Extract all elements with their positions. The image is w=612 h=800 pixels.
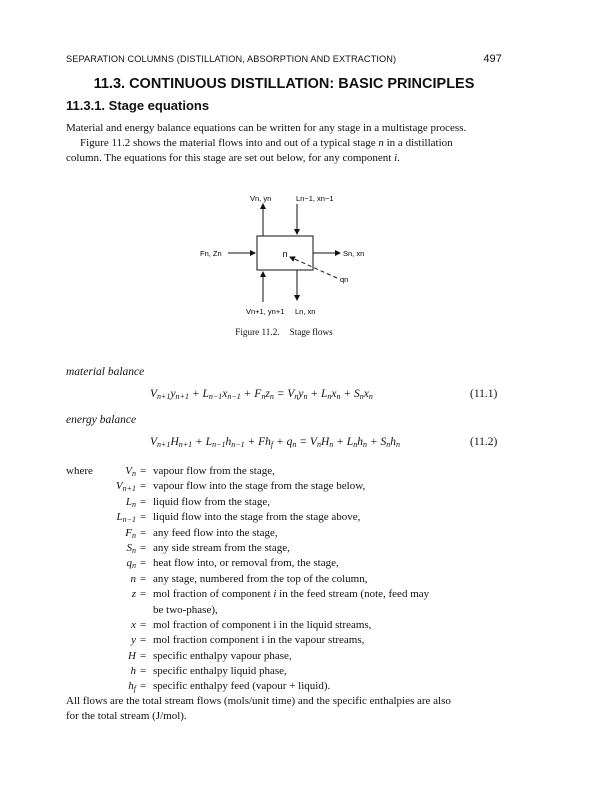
- z-def-var: i: [273, 588, 277, 601]
- intro-line-2: [66, 136, 502, 151]
- intro-paragraph: [66, 121, 502, 166]
- definition-text: liquid flow from the stage,: [153, 495, 271, 508]
- running-head-title: SEPARATION COLUMNS (DISTILLATION, ABSORPTION AND EXTRACTION): [66, 54, 397, 64]
- symbol-Ln-1: $L_{n-1}$: [116, 511, 136, 525]
- page-number: 497: [483, 53, 502, 65]
- caption-number: Figure 11.2.: [235, 327, 280, 337]
- definition-row: [66, 510, 502, 525]
- symbol-Fn: $F_n$: [125, 526, 136, 540]
- definition-text: specific enthalpy liquid phase,: [153, 665, 287, 678]
- subsection-title: 11.3.1. Stage equations: [66, 98, 210, 113]
- definition-row: [66, 633, 502, 648]
- symbol-h: h: [130, 665, 136, 678]
- definition-row: [66, 618, 502, 633]
- energy-balance-label: energy balance: [66, 414, 137, 426]
- symbol-z: z: [131, 588, 136, 601]
- symbol-y: y: [131, 634, 136, 647]
- symbol-x: x: [131, 618, 136, 631]
- symbol-Vn: $V_n$: [125, 465, 136, 478]
- intro-line-1: Material and energy balance equations can be written for any stage in a multistage process.: [66, 122, 467, 134]
- definition-text: mol fraction of component i in the liquid streams,: [153, 618, 372, 631]
- equals-sign: =: [140, 541, 147, 554]
- symbol-H: H: [128, 649, 136, 662]
- definition-text: specific enthalpy vapour phase,: [153, 649, 292, 662]
- where-word: where: [66, 465, 93, 477]
- definition-row: [66, 495, 502, 510]
- stage-label: n: [282, 249, 288, 259]
- equation-11-2: $V_{n+1}H_{n+1} + L_{n-1}h_{n-1} + Fh_f + q_n = V_nH_n + L_nh_n + S_nh_n$: [150, 436, 400, 449]
- definition-row: [66, 649, 502, 664]
- equation-11-1: $V_{n+1}y_{n+1} + L_{n-1}x_{n-1} + F_nz_n = V_ny_n + L_nx_n + S_nx_n$: [150, 388, 373, 401]
- definition-text: any stage, numbered from the top of the column,: [153, 572, 368, 585]
- intro-line-3-text: column. The equations for this stage are set out below, for any component: [66, 152, 395, 164]
- definition-text: vapour flow into the stage from the stage below,: [153, 480, 366, 493]
- closing-paragraph: [66, 694, 502, 724]
- equals-sign: =: [140, 572, 147, 585]
- definition-text: [153, 587, 429, 602]
- symbol-hf: $h_f$: [128, 680, 136, 694]
- definition-text: any side stream from the stage,: [153, 541, 290, 554]
- definition-row: [66, 679, 502, 694]
- running-head: [66, 54, 502, 64]
- definition-text: mol fraction component i in the vapour streams,: [153, 634, 365, 647]
- label-feed: Fn, Zn: [200, 249, 222, 258]
- z-def-tail: in the feed stream (note, feed may: [276, 588, 430, 601]
- symbol-Sn: $S_n$: [126, 541, 136, 555]
- intro-line-2-tail: in a distillation: [383, 137, 453, 149]
- symbol-Ln: $L_n$: [125, 495, 136, 509]
- label-vapour-in: Vn+1, yn+1: [246, 307, 285, 316]
- definition-text: heat flow into, or removal from, the stage,: [153, 557, 339, 570]
- definitions-list: [66, 464, 502, 695]
- intro-var-n: n: [378, 137, 384, 149]
- equals-sign: =: [140, 665, 147, 678]
- equals-sign: =: [140, 618, 147, 631]
- material-balance-label: material balance: [66, 366, 145, 378]
- definition-row: [66, 556, 502, 571]
- definition-text: any feed flow into the stage,: [153, 526, 278, 539]
- label-liquid-in: Ln−1, xn−1: [296, 194, 334, 203]
- equals-sign: =: [140, 557, 147, 570]
- label-liquid-out: Ln, xn: [295, 307, 316, 316]
- equals-sign: =: [140, 649, 147, 662]
- equals-sign: =: [140, 465, 147, 477]
- equals-sign: =: [140, 634, 147, 647]
- definition-row: [66, 464, 502, 479]
- z-def-text: mol fraction of component: [153, 588, 274, 601]
- label-side-stream: Sn, xn: [343, 249, 365, 258]
- definition-row: [66, 603, 502, 618]
- symbol-qn: $q_n$: [126, 557, 136, 571]
- closing-line-1: All flows are the total stream flows (mols/unit time) and the specific enthalpies are also: [66, 695, 451, 707]
- definition-text: specific enthalpy feed (vapour + liquid).: [153, 680, 331, 693]
- closing-line-2: for the total stream (J/mol).: [66, 710, 187, 722]
- equals-sign: =: [140, 480, 147, 493]
- caption-text: Stage flows: [289, 327, 333, 337]
- equals-sign: =: [140, 495, 147, 508]
- definition-text: vapour flow from the stage,: [153, 465, 275, 477]
- equation-number-11-2: (11.2): [470, 436, 498, 448]
- definition-row: [66, 587, 502, 602]
- intro-line-3: [66, 151, 502, 166]
- definition-row: [66, 664, 502, 679]
- equation-number-11-1: (11.1): [470, 388, 498, 400]
- symbol-Vn1: $V_{n+1}$: [115, 480, 136, 494]
- equals-sign: =: [140, 526, 147, 539]
- symbol-n: n: [130, 572, 136, 585]
- definition-row: [66, 541, 502, 556]
- intro-var-i: i: [394, 152, 398, 164]
- definition-text: liquid flow into the stage from the stage above,: [153, 511, 361, 524]
- equals-sign: =: [140, 511, 147, 524]
- equals-sign: =: [140, 588, 147, 601]
- stage-flow-diagram: [190, 190, 420, 320]
- definition-row: [66, 526, 502, 541]
- equals-sign: =: [140, 680, 147, 693]
- figure-caption: [66, 327, 502, 337]
- section-title: 11.3. CONTINUOUS DISTILLATION: BASIC PRINCIPLES: [93, 76, 475, 92]
- intro-line-2-text: Figure 11.2 shows the material flows into and out of a typical stage: [80, 137, 379, 149]
- definition-row: [66, 572, 502, 587]
- label-vapour-out: Vn, yn: [250, 194, 272, 203]
- intro-line-3-tail: .: [397, 152, 400, 164]
- label-heat: qn: [340, 275, 349, 284]
- definition-text: be two-phase),: [153, 603, 218, 616]
- definition-row: [66, 479, 502, 494]
